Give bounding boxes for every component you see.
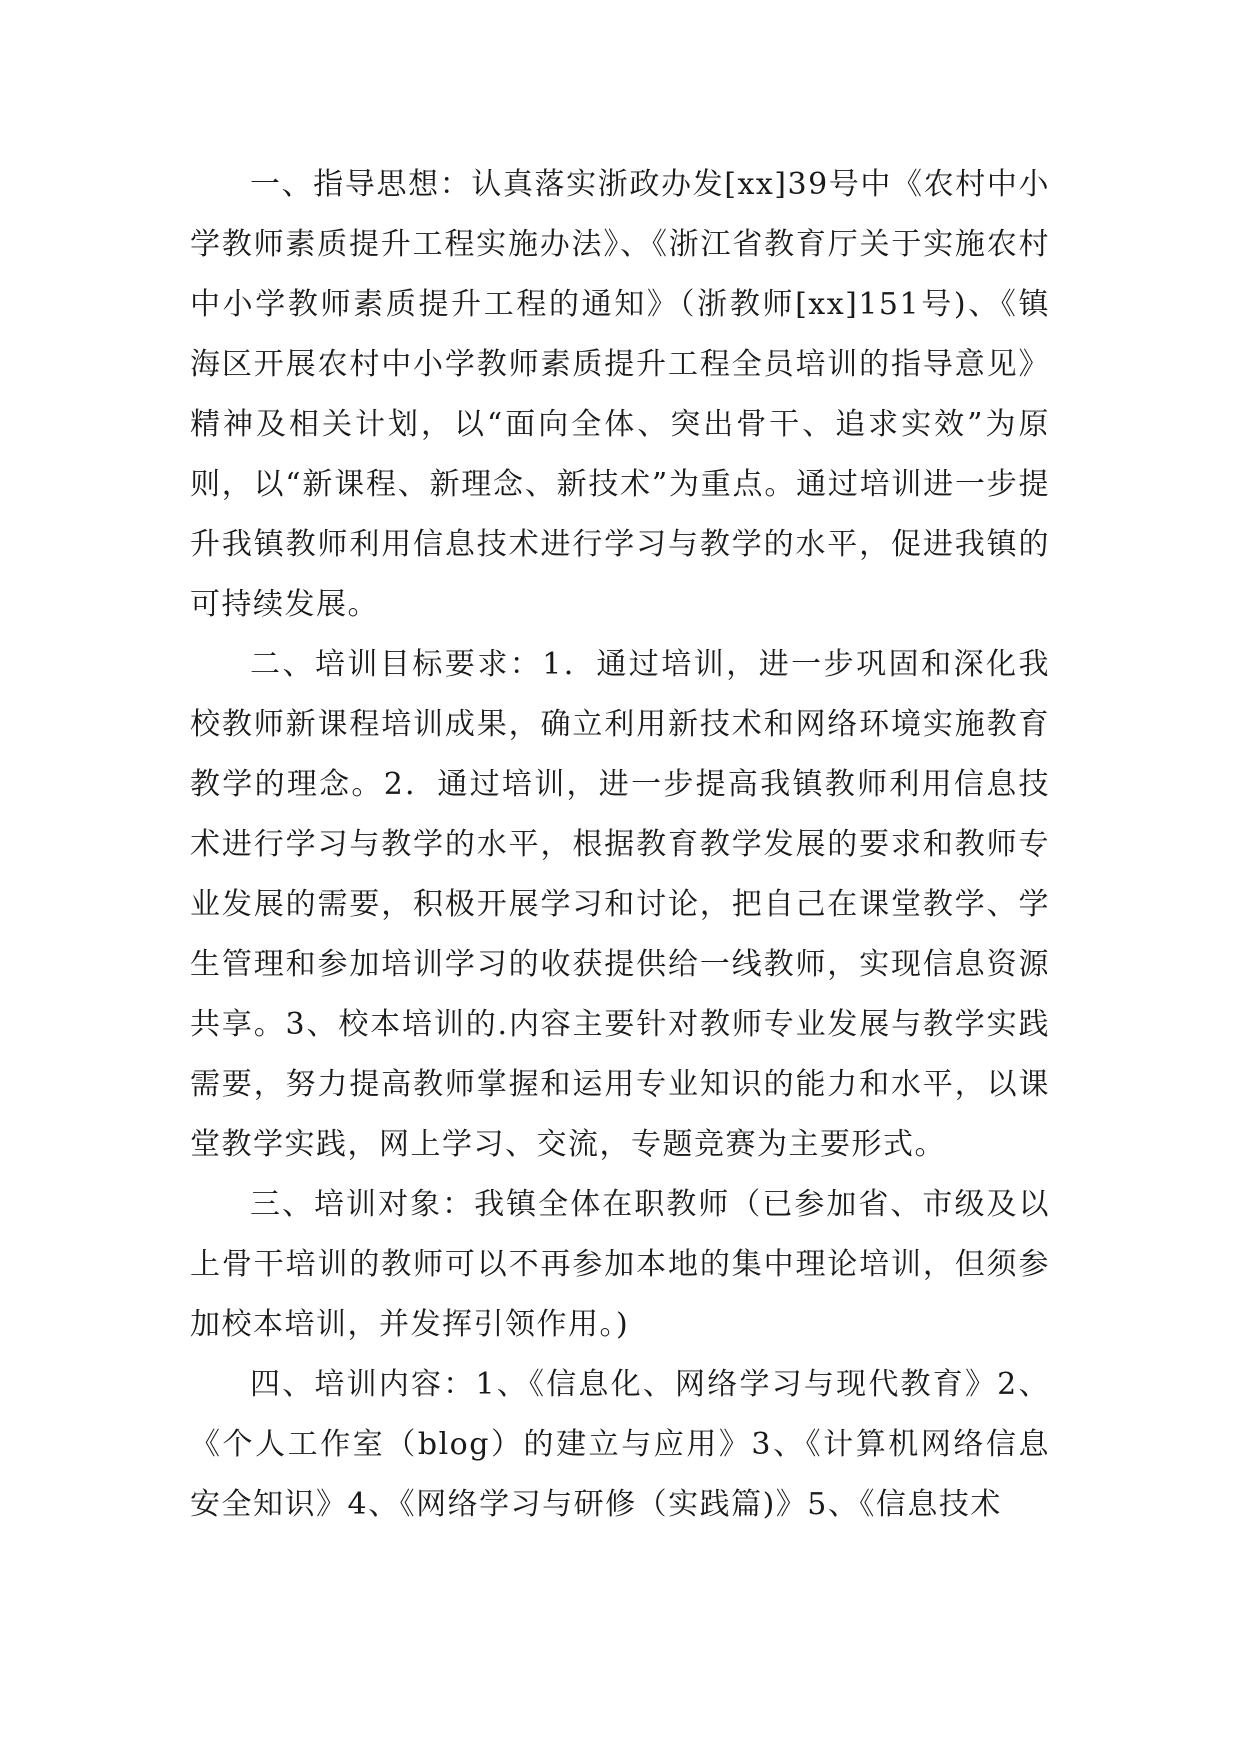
document-body — [190, 155, 1050, 1535]
paragraph-guiding-ideology: 一、指导思想：认真落实浙政办发[xx]39号中《农村中小学教师素质提升工程实施办法》、《浙江省教育厅关于实施农村中小学教师素质提升工程的通知》（浙教师[xx]151号)、《镇海区开展农村中小学教师素质提升工程全员培训的指导意见》精神及相关计划，以“面向全体、突出骨干、追求实效”为原则，以“新课程、新理念、新技术”为重点。通过培训进一步提升我镇教师利用信息技术进行学习与教学的水平，促进我镇的可持续发展。 — [190, 167, 1050, 622]
paragraph-training-goals: 二、培训目标要求：1．通过培训，进一步巩固和深化我校教师新课程培训成果，确立利用新技术和网络环境实施教育教学的理念。2．通过培训，进一步提高我镇教师利用信息技术进行学习与教学的水平，根据教育教学发展的要求和教师专业发展的需要，积极开展学习和讨论，把自己在课堂教学、学生管理和参加培训学习的收获提供给一线教师，实现信息资源共享。3、校本培训的.内容主要针对教师专业发展与教学实践需要，努力提高教师掌握和运用专业知识的能力和水平，以课堂教学实践，网上学习、交流，专题竞赛为主要形式。 — [190, 647, 1050, 1162]
paragraph-training-content: 四、培训内容：1、《信息化、网络学习与现代教育》2、《个人工作室（blog）的建立与应用》3、《计算机网络信息安全知识》4、《网络学习与研修（实践篇)》5、《信息技术 — [190, 1367, 1050, 1522]
paragraph-training-targets: 三、培训对象：我镇全体在职教师（已参加省、市级及以上骨干培训的教师可以不再参加本地的集中理论培训，但须参加校本培训，并发挥引领作用。) — [190, 1187, 1050, 1342]
